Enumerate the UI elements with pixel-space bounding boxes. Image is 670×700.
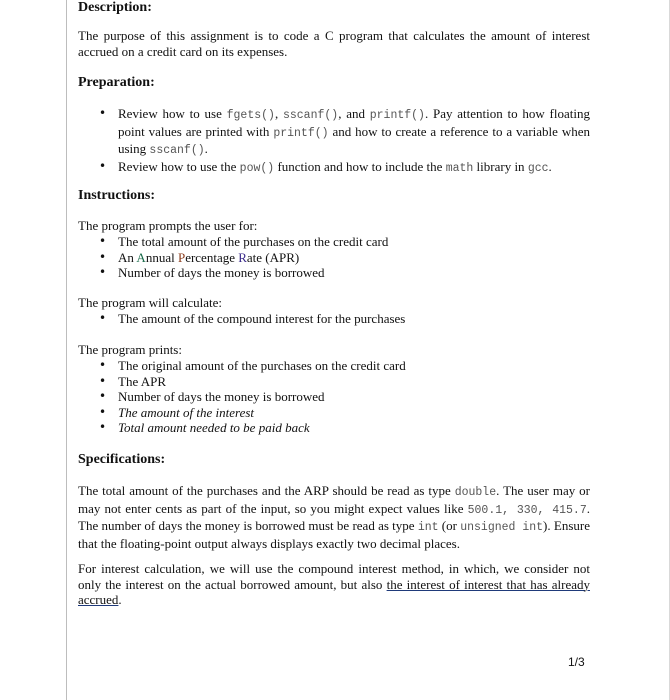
code-unsigned-int: unsigned int	[460, 521, 544, 534]
code-fgets: fgets()	[226, 109, 275, 122]
text-fragment: Review how to use	[118, 106, 227, 121]
text-fragment: function and how to include the	[274, 158, 446, 174]
instructions-heading: Instructions:	[78, 188, 156, 203]
calc-item-1: • The amount of the compound interest for the purchases	[78, 311, 590, 327]
text-fragment: library in	[473, 158, 528, 174]
specifications-heading: Specifications:	[78, 452, 166, 467]
text-fragment: ,	[274, 106, 283, 121]
preparation-heading: Preparation:	[78, 75, 155, 90]
prompt-item-1: • The total amount of the purchases on the credit card	[78, 234, 590, 250]
text-fragment: and how to create a reference to a variable when using	[118, 123, 590, 156]
code-double: double	[454, 486, 497, 499]
specifications-paragraph-1	[78, 483, 590, 551]
specifications-paragraph-2	[78, 561, 590, 608]
text-fragment: An	[118, 249, 137, 265]
code-sscanf: sscanf()	[149, 144, 205, 157]
text-fragment: . The user may or may not enter cents as part of the input, so you might expect values like	[78, 483, 590, 516]
print-item-2: • The APR	[78, 374, 590, 390]
text-fragment: . The number of days the money is borrowed must be read as type	[78, 500, 590, 533]
code-int: int	[417, 521, 439, 534]
preparation-item-2	[78, 159, 590, 177]
description-heading: Description:	[78, 0, 152, 15]
code-pow: pow()	[239, 161, 275, 175]
code-example-values: 500.1, 330, 415.7	[467, 503, 587, 517]
page-number: 1/3	[568, 655, 585, 669]
text-fragment: nnual	[145, 249, 178, 265]
text-fragment: For interest calculation, we will use the compound interest method, in which, we consider not only the interest on the actual borrowed amount, but also	[78, 561, 590, 592]
text-fragment: ercentage	[185, 249, 239, 265]
text-fragment: The total amount of the purchases and the ARP should be read as type	[78, 483, 455, 498]
print-item-5: • Total amount needed to be paid back	[78, 420, 590, 436]
print-item-3: • Number of days the money is borrowed	[78, 389, 590, 405]
code-gcc: gcc	[527, 161, 549, 175]
text-fragment: ). Ensure that the floating-point output always displays exactly two decimal places.	[78, 518, 590, 551]
apr-letter-p: P	[177, 249, 186, 265]
prints-list	[78, 358, 590, 436]
print-item-1: • The original amount of the purchases on the credit card	[78, 358, 590, 374]
prints-intro: The program prints:	[78, 342, 182, 357]
text-fragment: .	[118, 592, 122, 607]
apr-letter-r: R	[238, 249, 247, 265]
description-text: The purpose of this assignment is to code a C program that calculates the amount of interest accrued on a credit card on its expenses.	[78, 28, 590, 59]
page-left-border	[66, 0, 67, 700]
code-printf: printf()	[273, 126, 329, 140]
calc-list	[78, 311, 590, 327]
preparation-list	[78, 106, 590, 176]
prompts-list	[78, 234, 590, 281]
prompts-intro: The program prompts the user for:	[78, 218, 258, 233]
text-fragment: , and	[338, 106, 370, 121]
text-fragment: (or	[438, 518, 461, 533]
text-fragment: ate (APR)	[246, 249, 300, 265]
text-fragment: .	[548, 158, 552, 174]
calc-intro: The program will calculate:	[78, 295, 223, 310]
prompt-item-2	[78, 250, 590, 266]
prompt-item-3: • Number of days the money is borrowed	[78, 265, 590, 281]
code-sscanf: sscanf()	[282, 109, 339, 122]
code-printf: printf()	[369, 109, 425, 122]
code-math: math	[445, 161, 474, 175]
text-fragment: .	[204, 141, 208, 156]
text-fragment: . Pay attention to how floating point values are printed with	[118, 106, 590, 139]
apr-letter-a: A	[136, 249, 146, 265]
text-fragment: Review how to use the	[118, 158, 240, 174]
underlined-phrase: the interest of interest that has already accrued	[78, 576, 590, 607]
preparation-item-1	[78, 106, 590, 159]
print-item-4: • The amount of the interest	[78, 405, 590, 421]
